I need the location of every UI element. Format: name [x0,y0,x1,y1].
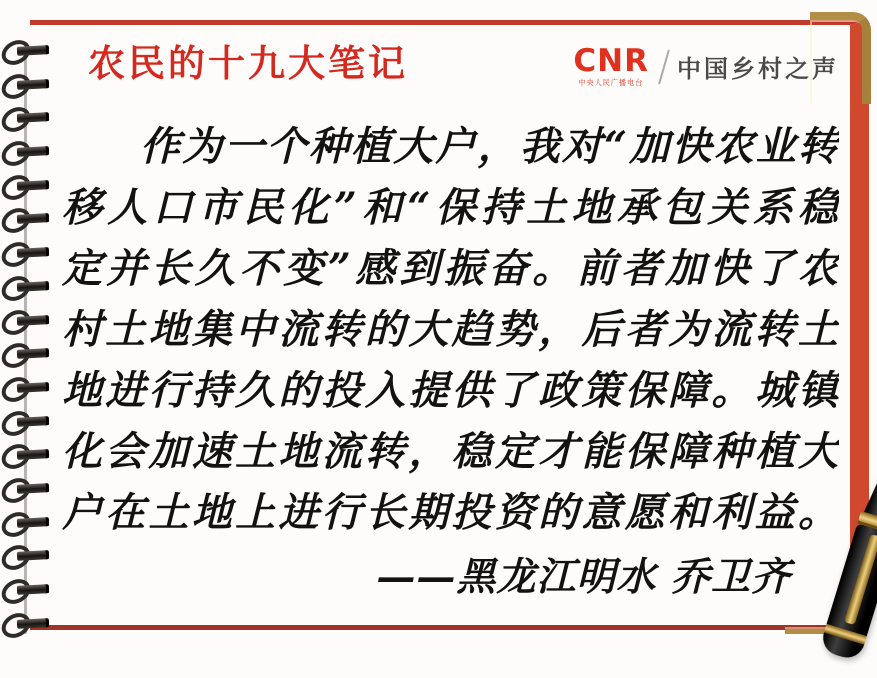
note-line: 移人口市民化”和“保持土地承包关系稳 [62,184,839,231]
cnr-logo-text: CNR [573,43,649,79]
note-line: 地进行持久的投入提供了政策保障。城镇 [62,367,839,414]
cnr-logo [573,43,839,87]
spiral-ring [0,339,62,373]
spiral-ring [0,204,62,238]
spiral-ring [0,474,62,508]
spiral-ring [0,440,62,474]
spiral-ring [0,306,62,340]
cnr-logo-block [573,43,649,87]
spiral-ring [0,36,62,70]
spiral-ring [0,238,62,272]
note-attribution: ——黑龙江明水 乔卫齐 [376,554,791,600]
cnr-logo-tagline: 中央人民广播电台 [578,78,644,87]
spiral-ring [0,373,62,407]
brand-name: 中国乡村之声 [677,55,839,83]
spiral-ring [0,541,62,575]
spiral-ring [0,70,62,104]
spiral-ring [0,508,62,542]
spiral-ring [0,137,62,171]
note-line: 定并长久不变”感到振奋。前者加快了农 [62,245,839,292]
note-line: 作为一个种植大户，我对“加快农业转 [140,123,839,170]
spiral-ring [0,103,62,137]
note-line: 村土地集中流转的大趋势，后者为流转土 [62,306,839,353]
spiral-ring [0,407,62,441]
page-title: 农民的十九大笔记 [88,42,408,85]
spiral-binding [0,36,62,644]
note-body [62,116,839,607]
spiral-ring [0,575,62,609]
page-header [88,44,839,87]
note-lines [62,116,839,543]
note-line: 化会加速土地流转，稳定才能保障种植大 [62,428,839,475]
logo-divider [658,49,670,84]
spiral-ring [0,272,62,306]
spiral-ring [0,171,62,205]
note-line: 户在土地上进行长期投资的意愿和利益。 [62,489,839,536]
spiral-ring [0,609,62,643]
